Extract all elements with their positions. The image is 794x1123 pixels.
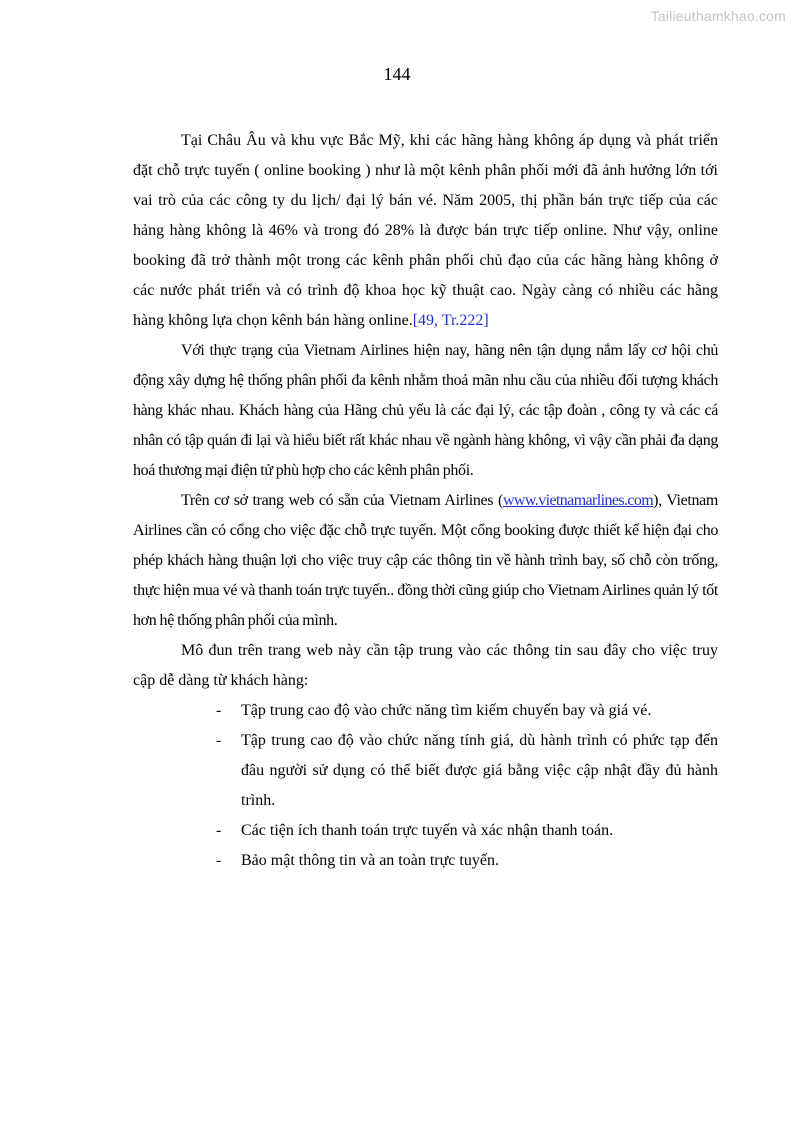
document-body xyxy=(133,126,718,876)
bullet-dash: - xyxy=(216,822,222,839)
paragraph-online-booking xyxy=(133,126,718,336)
watermark: Tailieuthamkhao.com xyxy=(650,8,786,24)
paragraph-vietnam-airlines-strategy: Với thực trạng của Vietnam Airlines hiện nay, hãng nên tận dụng nắm lấy cơ hội chủ động xây dựng hệ thống phân phối đa kênh nhằm thoả mãn nhu cầu của nhiều đối tượng khách hàng khác nhau. Khách hàng của Hãng chủ yếu là các đại lý, các tập đoàn , công ty và các cá nhân có tập quán đi lại và hiểu biết rất khác nhau về ngành hàng không, vì vậy cần phải đa dạng hoá thương mại điện tử phù hợp cho các kênh phân phối. xyxy=(133,342,718,479)
paragraph-text: Trên cơ sở trang web có sẵn của Vietnam Airlines ( xyxy=(181,492,503,509)
website-link[interactable]: www.vietnamarlines.com xyxy=(502,492,654,509)
list-item-text: Bảo mật thông tin và an toàn trực tuyến. xyxy=(241,852,499,869)
list-item xyxy=(133,816,718,846)
list-item-text: Tập trung cao độ vào chức năng tính giá, dù hành trình có phức tạp đến đâu người sử dụng có thể biết được giá bằng việc cập nhật đầy đủ hành trình. xyxy=(241,732,718,809)
list-item-text: Tập trung cao độ vào chức năng tìm kiếm chuyến bay và giá vé. xyxy=(241,702,652,719)
list-item-text: Các tiện ích thanh toán trực tuyến và xác nhận thanh toán. xyxy=(241,822,614,839)
citation: [49, Tr.222] xyxy=(412,312,489,329)
paragraph-text: Tại Châu Âu và khu vực Bắc Mỹ, khi các hãng hàng không áp dụng và phát triển đặt chỗ trực tuyến ( online booking ) như là một kênh phân phối mới đã ảnh hưởng lớn tới vai trò của các công ty du lịch/ đại lý bán vé. Năm 2005, thị phần bán trực tiếp của các hảng hàng không là 46% và trong đó 28% là được bán trực tiếp online. Như vậy, online booking đã trở thành một trong các kênh phân phối chủ đạo của các hãng hàng không ở các nước phát triển và có trình độ khoa học kỹ thuật cao. Ngày càng có nhiều các hãng hàng không lựa chọn kênh bán hàng online. xyxy=(133,132,718,329)
page-number: 144 xyxy=(383,64,411,84)
bullet-list xyxy=(133,696,718,876)
paragraph-text: ), Vietnam Airlines cần có cổng cho việc đặc chỗ trực tuyến. Một cổng booking được thiết kế hiện đại cho phép khách hàng thuận lợi cho việc truy cập các thông tin về hành trình bay, số chỗ còn trống, thực hiện mua vé và thanh toán trực tuyến.. đồng thời cũng giúp cho Vietnam Airlines quản lý tốt hơn hệ thống phân phối của mình. xyxy=(133,492,718,629)
paragraph-module-intro: Mô đun trên trang web này cần tập trung vào các thông tin sau đây cho việc truy cập dễ dàng từ khách hàng: xyxy=(133,642,718,689)
list-item xyxy=(133,696,718,726)
bullet-dash: - xyxy=(216,732,222,749)
bullet-dash: - xyxy=(216,702,222,719)
bullet-dash: - xyxy=(216,852,222,869)
list-item xyxy=(133,726,718,816)
list-item xyxy=(133,846,718,876)
paragraph-booking-portal xyxy=(133,486,718,636)
